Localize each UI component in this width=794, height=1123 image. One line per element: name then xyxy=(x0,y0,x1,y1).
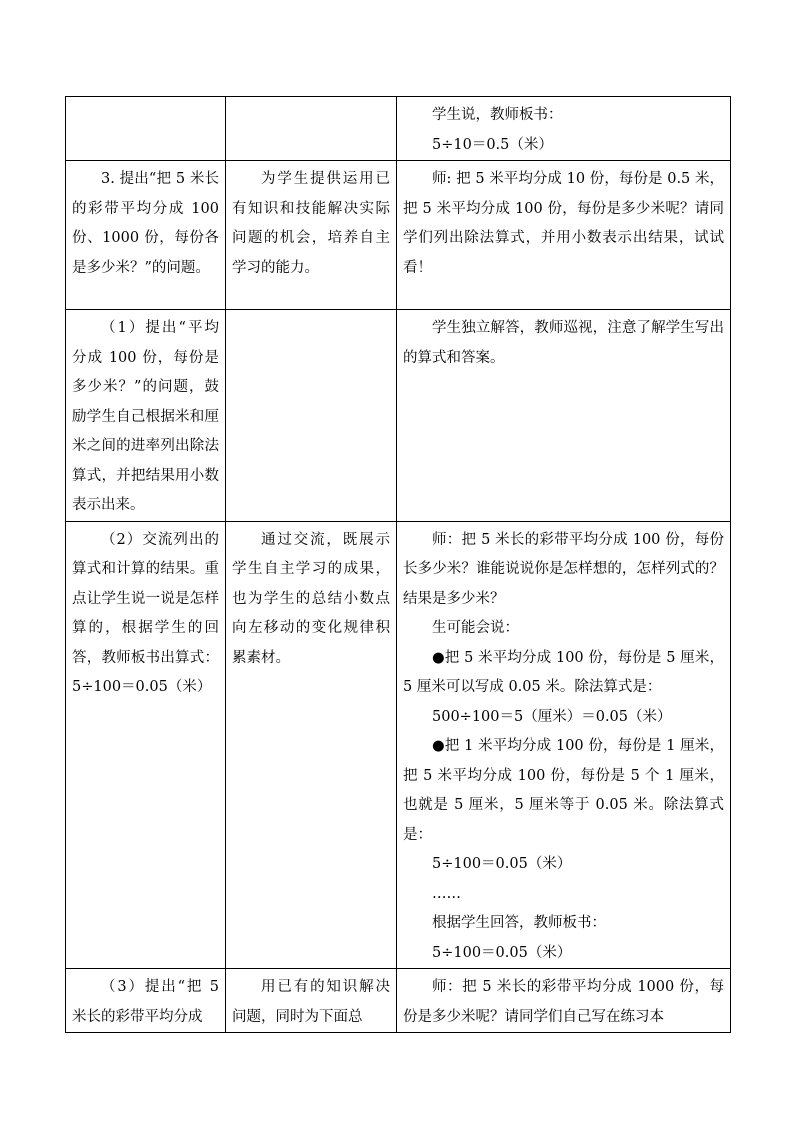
paragraph: 师：把 5 米长的彩带平均分成 100 份，每份长多少米？谁能说说你是怎样想的，怎样列式的？结果是多少米？ xyxy=(403,531,724,607)
paragraph: 师: 把 5 米平均分成 10 份，每份是 0.5 米，把 5 米平均分成 100 份，每份是多少米呢？请同学们列出除法算式，并用小数表示出结果，试试看！ xyxy=(403,171,724,276)
paragraph: 根据学生回答，教师板书： xyxy=(432,915,606,931)
cell-teaching-step xyxy=(66,969,226,1033)
equation: 500÷100＝5（厘米）＝0.05（米） xyxy=(432,708,672,725)
paragraph: （1）提出“平均分成 100 份，每份是多少米？”的问题，鼓励学生自己根据米和厘米之间的进率列出除法算式，并把结果用小数表示出来。 xyxy=(72,320,219,513)
cell-design-intent xyxy=(226,521,397,969)
cell-teacher-student-activity xyxy=(397,97,731,161)
paragraph: 生可能会说： xyxy=(432,620,519,636)
table-row xyxy=(66,521,731,969)
cell-teaching-step xyxy=(66,310,226,522)
cell-teacher-student-activity xyxy=(397,161,731,310)
paragraph: 学生独立解答，教师巡视，注意了解学生写出的算式和答案。 xyxy=(403,320,724,366)
cell-teacher-student-activity xyxy=(397,969,731,1033)
cell-design-intent xyxy=(226,969,397,1033)
bullet-paragraph: ●把 1 米平均分成 100 份，每份是 1 厘米，把 5 米平均分成 100 份，每份是 5 个 1 厘米，也就是 5 厘米，5 厘米等于 0.05 米。除法算式是： xyxy=(403,738,724,843)
paragraph: （2）交流列出的算式和计算的结果。重点让学生说一说是怎样算的，根据学生的回答，教师板书出算式：5÷100＝0.05（米） xyxy=(72,531,219,695)
cell-design-intent xyxy=(226,310,397,522)
paragraph: 学生说，教师板书： xyxy=(432,107,563,123)
table-row xyxy=(66,969,731,1033)
table-row xyxy=(66,97,731,161)
cell-teacher-student-activity xyxy=(397,521,731,969)
paragraph: （3）提出“把 5 米长的彩带平均分成 xyxy=(72,979,219,1025)
lesson-plan-table xyxy=(65,96,731,1033)
cell-design-intent xyxy=(226,161,397,310)
cell-teaching-step xyxy=(66,521,226,969)
paragraph: 用已有的知识解决问题，同时为下面总 xyxy=(232,979,390,1025)
cell-design-intent xyxy=(226,97,397,161)
cell-teaching-step xyxy=(66,97,226,161)
cell-teaching-step xyxy=(66,161,226,310)
table-row xyxy=(66,161,731,310)
paragraph: 师：把 5 米长的彩带平均分成 1000 份，每份是多少米呢？请同学们自己写在练习本 xyxy=(403,979,724,1025)
paragraph: 通过交流，既展示学生自主学习的成果，也为学生的总结小数点向左移动的变化规律积累素材。 xyxy=(232,531,390,666)
equation: 5÷100＝0.05（米） xyxy=(432,856,572,872)
cell-teacher-student-activity xyxy=(397,310,731,522)
equation: 5÷10＝0.5（米） xyxy=(432,136,553,153)
ellipsis: …… xyxy=(432,885,461,902)
paragraph: 3. 提出“把 5 米长的彩带平均分成 100 份、1000 份，每份各是多少米？”的问题。 xyxy=(72,171,219,276)
bullet-paragraph: ●把 5 米平均分成 100 份，每份是 5 厘米，5 厘米可以写成 0.05 米。除法算式是： xyxy=(403,649,724,695)
table-row xyxy=(66,310,731,522)
equation: 5÷100＝0.05（米） xyxy=(432,944,572,961)
paragraph: 为学生提供运用已有知识和技能解决实际问题的机会，培养自主学习的能力。 xyxy=(232,171,390,276)
